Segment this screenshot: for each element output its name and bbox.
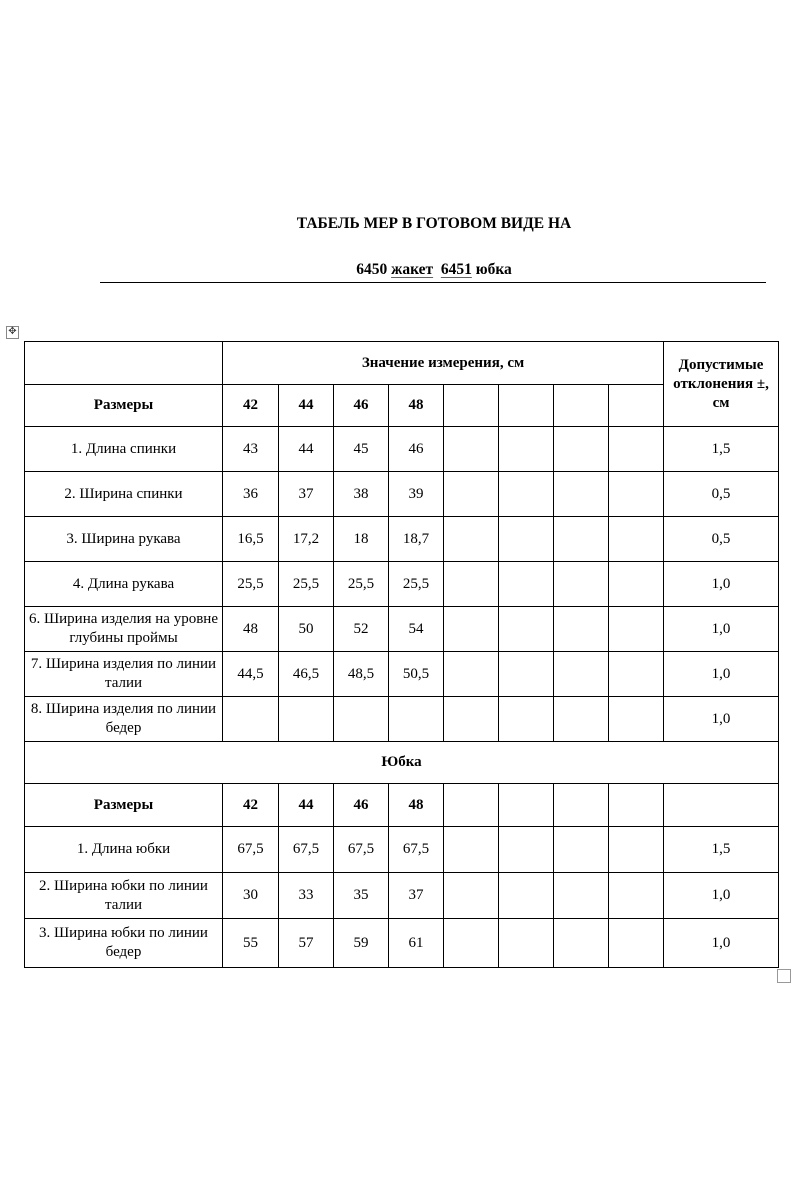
value-cell: 54: [389, 607, 444, 652]
empty-cell: [499, 919, 554, 968]
skirt-section-title: Юбка: [25, 742, 779, 784]
empty-cell: [609, 607, 664, 652]
value-cell: 59: [334, 919, 389, 968]
empty-cell: [499, 517, 554, 562]
value-header-row: [25, 342, 779, 385]
empty-cell: [664, 784, 779, 827]
size-cell: 46: [334, 385, 389, 427]
empty-cell: [499, 472, 554, 517]
row-label: 6. Ширина изделия на уровне глубины проймы: [25, 607, 223, 652]
value-cell: 18: [334, 517, 389, 562]
value-cell: 43: [223, 427, 279, 472]
empty-cell: [499, 562, 554, 607]
empty-cell: [554, 385, 609, 427]
corner-cell: [25, 342, 223, 385]
empty-cell: [444, 919, 499, 968]
value-cell: 44,5: [223, 652, 279, 697]
jacket-word: жакет: [391, 261, 434, 278]
value-cell: 18,7: [389, 517, 444, 562]
value-cell: [279, 697, 334, 742]
empty-cell: [609, 517, 664, 562]
size-cell: 48: [389, 385, 444, 427]
empty-cell: [609, 919, 664, 968]
title-rule: [100, 282, 766, 283]
table-row: [25, 517, 779, 562]
value-cell: 55: [223, 919, 279, 968]
value-cell: 38: [334, 472, 389, 517]
size-label: Размеры: [25, 385, 223, 427]
empty-cell: [554, 827, 609, 873]
tolerance-header: Допустимые отклонения ±, см: [664, 342, 779, 427]
tolerance-cell: 1,0: [664, 607, 779, 652]
table-row: [25, 472, 779, 517]
value-cell: 37: [389, 873, 444, 919]
size-cell: 42: [223, 784, 279, 827]
empty-cell: [609, 784, 664, 827]
value-cell: 37: [279, 472, 334, 517]
empty-cell: [499, 827, 554, 873]
empty-cell: [444, 517, 499, 562]
empty-cell: [609, 697, 664, 742]
empty-cell: [499, 652, 554, 697]
empty-cell: [554, 697, 609, 742]
empty-cell: [609, 873, 664, 919]
value-cell: 35: [334, 873, 389, 919]
skirt-code: 6451: [440, 261, 472, 278]
row-label: 3. Ширина юбки по линии бедер: [25, 919, 223, 968]
empty-cell: [444, 827, 499, 873]
value-cell: 67,5: [223, 827, 279, 873]
empty-cell: [444, 427, 499, 472]
size-cell: 42: [223, 385, 279, 427]
skirt-word: юбка: [475, 261, 512, 278]
empty-cell: [444, 562, 499, 607]
value-header: Значение измерения, см: [223, 342, 664, 385]
empty-cell: [609, 562, 664, 607]
document-title: ТАБЕЛЬ МЕР В ГОТОВОМ ВИДЕ НА: [296, 215, 572, 232]
value-cell: 45: [334, 427, 389, 472]
value-cell: 16,5: [223, 517, 279, 562]
empty-cell: [554, 607, 609, 652]
skirt-size-header-row: [25, 784, 779, 827]
value-cell: 25,5: [389, 562, 444, 607]
size-cell: 44: [279, 385, 334, 427]
empty-cell: [444, 652, 499, 697]
value-cell: 46: [389, 427, 444, 472]
empty-cell: [444, 607, 499, 652]
size-cell: 48: [389, 784, 444, 827]
empty-cell: [554, 919, 609, 968]
value-cell: [389, 697, 444, 742]
value-cell: 52: [334, 607, 389, 652]
empty-cell: [499, 385, 554, 427]
table-row: [25, 652, 779, 697]
value-cell: 50,5: [389, 652, 444, 697]
empty-cell: [609, 472, 664, 517]
empty-cell: [444, 784, 499, 827]
size-cell: 44: [279, 784, 334, 827]
value-cell: 25,5: [223, 562, 279, 607]
tolerance-cell: 1,0: [664, 697, 779, 742]
table-row: [25, 873, 779, 919]
document-subtitle: [0, 261, 800, 279]
value-cell: 17,2: [279, 517, 334, 562]
row-label: 3. Ширина рукава: [25, 517, 223, 562]
tolerance-cell: 0,5: [664, 517, 779, 562]
row-label: 7. Ширина изделия по линии талии: [25, 652, 223, 697]
table-row: [25, 827, 779, 873]
value-cell: 36: [223, 472, 279, 517]
row-label: 2. Ширина спинки: [25, 472, 223, 517]
empty-cell: [554, 427, 609, 472]
value-cell: [334, 697, 389, 742]
row-label: 2. Ширина юбки по линии талии: [25, 873, 223, 919]
table-row: [25, 562, 779, 607]
size-label: Размеры: [25, 784, 223, 827]
value-cell: 33: [279, 873, 334, 919]
value-cell: 30: [223, 873, 279, 919]
tolerance-cell: 1,0: [664, 919, 779, 968]
value-cell: 57: [279, 919, 334, 968]
value-cell: 67,5: [334, 827, 389, 873]
value-cell: 61: [389, 919, 444, 968]
skirt-section-row: [25, 742, 779, 784]
empty-cell: [609, 427, 664, 472]
empty-cell: [499, 427, 554, 472]
value-cell: 39: [389, 472, 444, 517]
row-label: 8. Ширина изделия по линии бедер: [25, 697, 223, 742]
empty-cell: [609, 385, 664, 427]
table-row: [25, 919, 779, 968]
row-label: 1. Длина юбки: [25, 827, 223, 873]
empty-cell: [554, 652, 609, 697]
empty-cell: [554, 873, 609, 919]
value-cell: 48,5: [334, 652, 389, 697]
empty-cell: [499, 784, 554, 827]
empty-cell: [554, 472, 609, 517]
empty-cell: [609, 652, 664, 697]
tolerance-cell: 1,0: [664, 562, 779, 607]
empty-cell: [444, 697, 499, 742]
table-row: [25, 607, 779, 652]
empty-cell: [554, 784, 609, 827]
tolerance-cell: 0,5: [664, 472, 779, 517]
tolerance-cell: 1,0: [664, 652, 779, 697]
empty-cell: [499, 607, 554, 652]
value-cell: [223, 697, 279, 742]
value-cell: 46,5: [279, 652, 334, 697]
size-cell: 46: [334, 784, 389, 827]
value-cell: 67,5: [389, 827, 444, 873]
value-cell: 50: [279, 607, 334, 652]
row-label: 1. Длина спинки: [25, 427, 223, 472]
tolerance-cell: 1,0: [664, 873, 779, 919]
value-cell: 25,5: [279, 562, 334, 607]
value-cell: 67,5: [279, 827, 334, 873]
value-cell: 48: [223, 607, 279, 652]
row-label: 4. Длина рукава: [25, 562, 223, 607]
value-cell: 25,5: [334, 562, 389, 607]
tolerance-cell: 1,5: [664, 827, 779, 873]
tolerance-cell: 1,5: [664, 427, 779, 472]
table-resize-handle-icon[interactable]: [777, 969, 791, 983]
empty-cell: [499, 873, 554, 919]
table-row: [25, 697, 779, 742]
empty-cell: [444, 472, 499, 517]
value-cell: 44: [279, 427, 334, 472]
empty-cell: [554, 517, 609, 562]
table-row: [25, 427, 779, 472]
empty-cell: [499, 697, 554, 742]
measurement-table: [24, 341, 779, 968]
empty-cell: [444, 385, 499, 427]
empty-cell: [609, 827, 664, 873]
jacket-code: 6450: [356, 261, 388, 278]
table-move-handle-icon[interactable]: ✥: [6, 326, 19, 339]
empty-cell: [444, 873, 499, 919]
empty-cell: [554, 562, 609, 607]
